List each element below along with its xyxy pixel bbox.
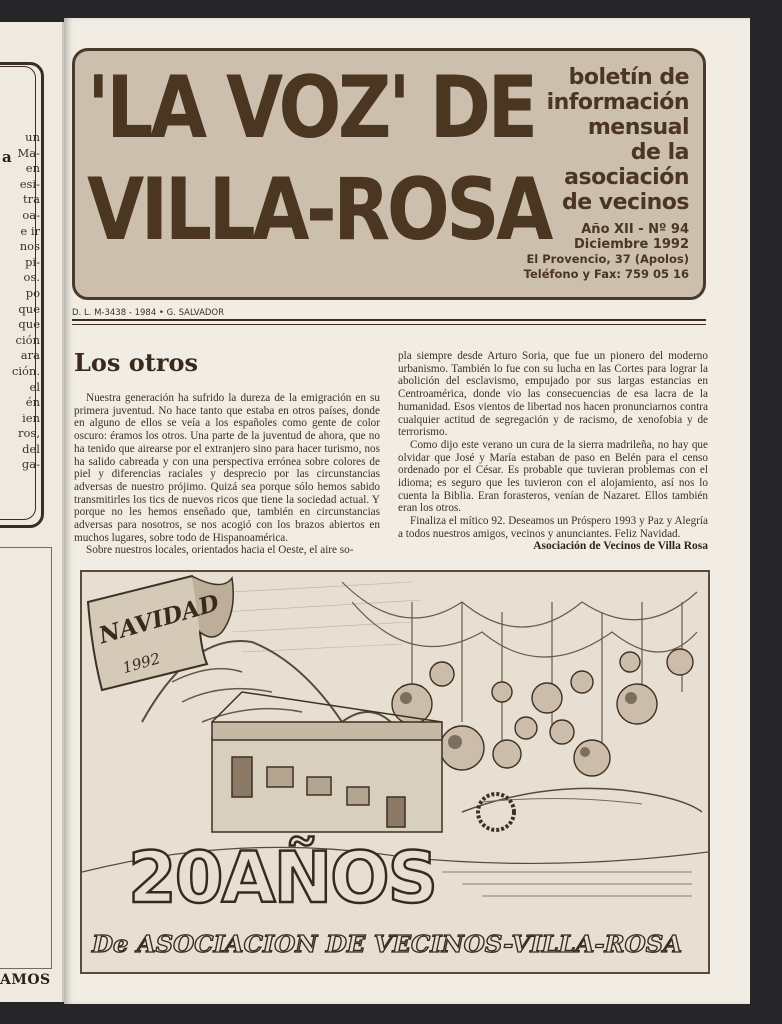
subtitle-line: asociación xyxy=(564,165,689,190)
left-page-text-line: nos xyxy=(19,239,40,254)
article-paragraph: pla siempre desde Arturo Soria, que fue un pionero del moderno urbanismo. También lo fue con su lucha en las Cortes para lograr la abolición del esclavismo, empujado por sus largas estancias en Centroamérica, donde vio las consecuencias de esa lacra de la humanidad. Esos vientos de libertad nos hacen pronunciarnos contra cualquier actitud de segregación y de racismo, de xenofobia y de terrorismo. xyxy=(398,350,708,439)
subtitle-line: boletín de xyxy=(568,65,689,90)
divider-rule-thin xyxy=(72,324,706,325)
left-page-text-line: Ma- xyxy=(17,145,40,160)
article-headline: Los otros xyxy=(74,348,199,377)
article-paragraph: Sobre nuestros locales, orientados hacia el Oeste, el aire so- xyxy=(86,544,354,557)
left-page-text-line: én xyxy=(25,395,40,410)
left-page-text-line: e ir xyxy=(20,223,40,238)
title-line-2: VILLA-ROSA xyxy=(87,160,550,260)
left-page-text-line: ien xyxy=(22,410,40,425)
masthead xyxy=(72,48,706,300)
subtitle-line: de vecinos xyxy=(561,190,689,215)
left-page-text-line: pi- xyxy=(25,254,40,269)
article-paragraph: Finaliza el mítico 92. Deseamos un Próspero 1993 y Paz y Alegría a todos nuestros amigos, vecinos y anunciantes. Feliz Navidad. xyxy=(398,515,708,540)
left-page-text-line: del xyxy=(22,441,40,456)
left-page-text-line: ga- xyxy=(21,457,40,472)
left-page-text-line: ción xyxy=(15,332,40,347)
subtitle-line: de la xyxy=(630,140,689,165)
article-column-1 xyxy=(74,392,380,557)
article-paragraph: Como dijo este verano un cura de la sierra madrileña, no hay que olvidar que José y María estaban de paso en Belén para el censo ordenado por el César. Es probable que tuvieran problemas con el idioma; es seguro que les tuvieron con el alojamiento, así nos lo cuenta la Biblia. Eran forasteros, venían de Nazaret. Ellos también eran los otros. xyxy=(398,438,708,515)
left-page-fragment xyxy=(0,22,64,1002)
left-page-text-line: oa- xyxy=(22,207,40,222)
left-page-text-line: en xyxy=(25,161,40,176)
left-page-text-line: po xyxy=(25,285,40,300)
divider-rule xyxy=(72,319,706,321)
left-page-box xyxy=(0,547,52,969)
article-signature: Asociación de Vecinos de Villa Rosa xyxy=(533,540,708,552)
illustration-caption: De ASOCIACION DE VECINOS-VILLA-ROSA xyxy=(90,931,682,958)
banner-year: 1992 xyxy=(120,649,163,678)
issue-address: El Provencio, 37 (Apolos) xyxy=(526,252,689,266)
article-paragraph: Nuestra generación ha sufrido la dureza de la emigración en su primera juventud. No hace tanto que estaba en otros países, donde en alguno de ellos se veía a los españoles como gente de color oscuro: éramos los otros. Una parte de la juventud de ahora, que no ha tenido que airearse por el extranjero sino para hacer turismo, nos ha salido cabreada y con una perspectiva errónea sobre colores de piel y diferencias raciales y desprecio por las circunstancias adversas de nuestro prójimo. Quizá sea porque sólo hemos sabido transmitirles los tics de nuevos ricos que tiene la sociedad actual. Y porque no les hemos enseñado que, también en circunstancias adversas para nosotros, se nos acogió con los brazos abiertos en muchos lugares, sobre todo de Hispanoamérica. xyxy=(74,392,380,544)
left-page-text-line: que xyxy=(18,301,40,316)
issue-info xyxy=(524,223,689,281)
left-page-text xyxy=(2,130,40,473)
left-page-text-line: os. xyxy=(23,270,40,285)
left-page-text-line: ros, xyxy=(18,426,40,441)
anniversary-text: 20AÑOS xyxy=(128,837,437,919)
left-page-bottom-text: AMOS xyxy=(0,972,51,988)
issue-number: Año XII - Nº 94 xyxy=(581,222,689,237)
left-page-heading-fragment: a xyxy=(2,148,12,166)
left-page-text-line: un xyxy=(25,130,40,144)
left-page-text-line: el xyxy=(29,379,40,394)
subtitle-line: mensual xyxy=(587,115,689,140)
title-line-1: 'LA VOZ' DE xyxy=(87,58,535,158)
issue-date: Diciembre 1992 xyxy=(573,236,689,252)
masthead-title xyxy=(87,57,550,261)
newsletter-page xyxy=(64,18,750,1004)
left-page-text-line: esi- xyxy=(19,176,40,191)
illustration-drawing xyxy=(82,572,708,972)
article-column-2 xyxy=(398,350,708,541)
left-page-text-line: tra xyxy=(23,192,40,207)
masthead-subtitle xyxy=(547,65,689,215)
left-page-text-line: que xyxy=(18,317,40,332)
banner-word: NAVIDAD xyxy=(95,589,223,650)
left-page-text-line: ción. xyxy=(11,363,40,378)
legal-deposit: D. L. M-3438 - 1984 • G. SALVADOR xyxy=(72,308,225,318)
issue-phone: Teléfono y Fax: 759 05 16 xyxy=(523,266,689,281)
subtitle-line: información xyxy=(546,90,689,115)
christmas-illustration xyxy=(80,570,710,974)
left-page-text-line: ara xyxy=(20,348,40,363)
